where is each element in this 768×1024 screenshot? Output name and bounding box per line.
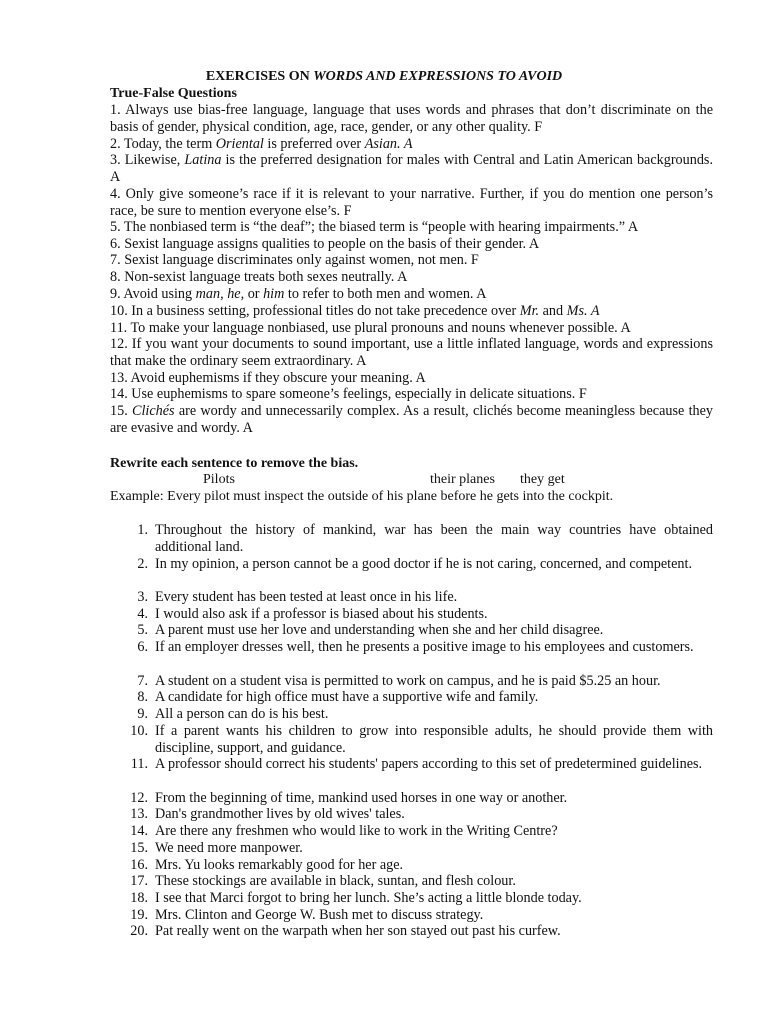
item-number: 7. bbox=[137, 673, 148, 689]
item-text: A professor should correct his students' papers according to this set of predetermined guidelines. bbox=[155, 756, 703, 772]
item-text: 2. Today, the term bbox=[110, 136, 216, 152]
italic-term: Ms. A bbox=[566, 303, 600, 319]
item-number: 13. bbox=[130, 806, 148, 822]
item-text: 7. Sexist language discriminates only against women, not men. F bbox=[110, 252, 479, 268]
hint-they-get: they get bbox=[520, 472, 565, 487]
italic-term: Mr. bbox=[519, 303, 540, 319]
item-number: 12. bbox=[130, 790, 148, 806]
document-title: EXERCISES ON WORDS AND EXPRESSIONS TO AVOID bbox=[205, 69, 563, 84]
item-text: 13. Avoid euphemisms if they obscure your meaning. A bbox=[110, 370, 426, 386]
item-text: 11. To make your language nonbiased, use plural pronouns and nouns whenever possible. A bbox=[110, 320, 631, 336]
item-number: 1. bbox=[137, 522, 148, 538]
item-number: 2. bbox=[137, 556, 148, 572]
item-text: From the beginning of time, mankind used horses in one way or another. bbox=[155, 790, 568, 806]
true-false-item bbox=[110, 286, 713, 303]
item-text: Mrs. Clinton and George W. Bush met to discuss strategy. bbox=[155, 907, 484, 923]
item-text: 5. The nonbiased term is “the deaf”; the biased term is “people with hearing impairments.” A bbox=[110, 219, 639, 235]
item-text: 9. Avoid using bbox=[110, 286, 196, 302]
item-text: I see that Marci forgot to bring her lunch. She’s acting a little blonde today. bbox=[155, 890, 582, 906]
item-text: 4. Only give someone’s race if it is relevant to your narrative. Further, if you do mention one person’s race, be sure to mention everyone else’s. F bbox=[110, 186, 713, 219]
item-text: I would also ask if a professor is biased about his students. bbox=[155, 606, 488, 622]
item-text: A candidate for high office must have a supportive wife and family. bbox=[155, 689, 539, 705]
item-text: Throughout the history of mankind, war has been the main way countries have obtained additional land. bbox=[155, 522, 713, 555]
italic-term: man, he, bbox=[195, 286, 245, 302]
true-false-item bbox=[110, 236, 713, 253]
example-sentence: Example: Every pilot must inspect the outside of his plane before he gets into the cockpit. bbox=[110, 489, 614, 504]
true-false-item bbox=[110, 219, 713, 236]
item-number: 15. bbox=[130, 840, 148, 856]
rewrite-heading: Rewrite each sentence to remove the bias. bbox=[110, 456, 359, 471]
item-number: 8. bbox=[137, 689, 148, 705]
item-text: If a parent wants his children to grow into responsible adults, he should provide them with discipline, support, and guidance. bbox=[155, 723, 713, 756]
item-text: to refer to both men and women. A bbox=[284, 286, 487, 302]
true-false-item bbox=[110, 186, 713, 219]
item-text: is preferred over bbox=[263, 136, 365, 152]
true-false-item bbox=[110, 386, 713, 403]
item-text: In my opinion, a person cannot be a good doctor if he is not caring, concerned, and competent. bbox=[155, 556, 692, 572]
item-text: We need more manpower. bbox=[155, 840, 303, 856]
item-text: 15. bbox=[110, 403, 132, 419]
item-text: Dan's grandmother lives by old wives' tales. bbox=[155, 806, 405, 822]
item-text: 12. If you want your documents to sound important, use a little inflated language, words and expressions that make the ordinary seem extraordinary. A bbox=[110, 336, 713, 369]
hint-their-planes: their planes bbox=[430, 472, 495, 487]
item-text: Are there any freshmen who would like to work in the Writing Centre? bbox=[155, 823, 558, 839]
item-text: If an employer dresses well, then he presents a positive image to his employees and customers. bbox=[155, 639, 694, 655]
item-text: Mrs. Yu looks remarkably good for her age. bbox=[155, 857, 404, 873]
item-number: 4. bbox=[137, 606, 148, 622]
true-false-item bbox=[110, 102, 713, 135]
item-number: 10. bbox=[130, 723, 148, 739]
item-number: 20. bbox=[130, 923, 148, 939]
item-text: is the preferred designation for males with Central and Latin American backgrounds. A bbox=[110, 152, 713, 185]
item-text: These stockings are available in black, suntan, and flesh colour. bbox=[155, 873, 516, 889]
item-number: 11. bbox=[130, 756, 148, 772]
item-number: 17. bbox=[130, 873, 148, 889]
italic-term: him bbox=[263, 286, 285, 302]
item-text: All a person can do is his best. bbox=[155, 706, 329, 722]
item-text: 1. Always use bias-free language, language that uses words and phrases that don’t discriminate on the basis of gender, physical condition, age, race, gender, or any other quality. F bbox=[110, 102, 713, 135]
item-number: 18. bbox=[130, 890, 148, 906]
true-false-item bbox=[110, 403, 713, 436]
true-false-item bbox=[110, 152, 713, 185]
item-text: A parent must use her love and understanding when she and her child disagree. bbox=[155, 622, 604, 638]
item-text: A student on a student visa is permitted to work on campus, and he is paid $5.25 an hour. bbox=[155, 673, 661, 689]
italic-term: Clichés bbox=[132, 403, 175, 419]
true-false-heading: True-False Questions bbox=[110, 86, 237, 101]
item-text: 14. Use euphemisms to spare someone’s feelings, especially in delicate situations. F bbox=[110, 386, 587, 402]
true-false-item bbox=[110, 320, 713, 337]
item-number: 16. bbox=[130, 857, 148, 873]
hint-pilots: Pilots bbox=[203, 472, 235, 487]
item-text: 8. Non-sexist language treats both sexes neutrally. A bbox=[110, 269, 408, 285]
item-number: 14. bbox=[130, 823, 148, 839]
item-number: 5. bbox=[137, 622, 148, 638]
item-number: 9. bbox=[137, 706, 148, 722]
true-false-item bbox=[110, 136, 713, 153]
true-false-item bbox=[110, 370, 713, 387]
item-number: 3. bbox=[137, 589, 148, 605]
italic-term: Oriental bbox=[215, 136, 264, 152]
true-false-item bbox=[110, 252, 713, 269]
italic-term: Asian. A bbox=[364, 136, 413, 152]
item-text: and bbox=[539, 303, 567, 319]
italic-term: Latina bbox=[184, 152, 222, 168]
true-false-item bbox=[110, 336, 713, 369]
item-text: Pat really went on the warpath when her son stayed out past his curfew. bbox=[155, 923, 561, 939]
item-number: 19. bbox=[130, 907, 148, 923]
item-text: or bbox=[244, 286, 264, 302]
true-false-item bbox=[110, 303, 713, 320]
item-text: 3. Likewise, bbox=[110, 152, 185, 168]
item-text: 10. In a business setting, professional titles do not take precedence over bbox=[110, 303, 520, 319]
item-text: are wordy and unnecessarily complex. As a result, clichés become meaningless because they are evasive and wordy. A bbox=[110, 403, 713, 436]
item-text: 6. Sexist language assigns qualities to people on the basis of their gender. A bbox=[110, 236, 540, 252]
item-text: Every student has been tested at least once in his life. bbox=[155, 589, 458, 605]
item-number: 6. bbox=[137, 639, 148, 655]
true-false-item bbox=[110, 269, 713, 286]
